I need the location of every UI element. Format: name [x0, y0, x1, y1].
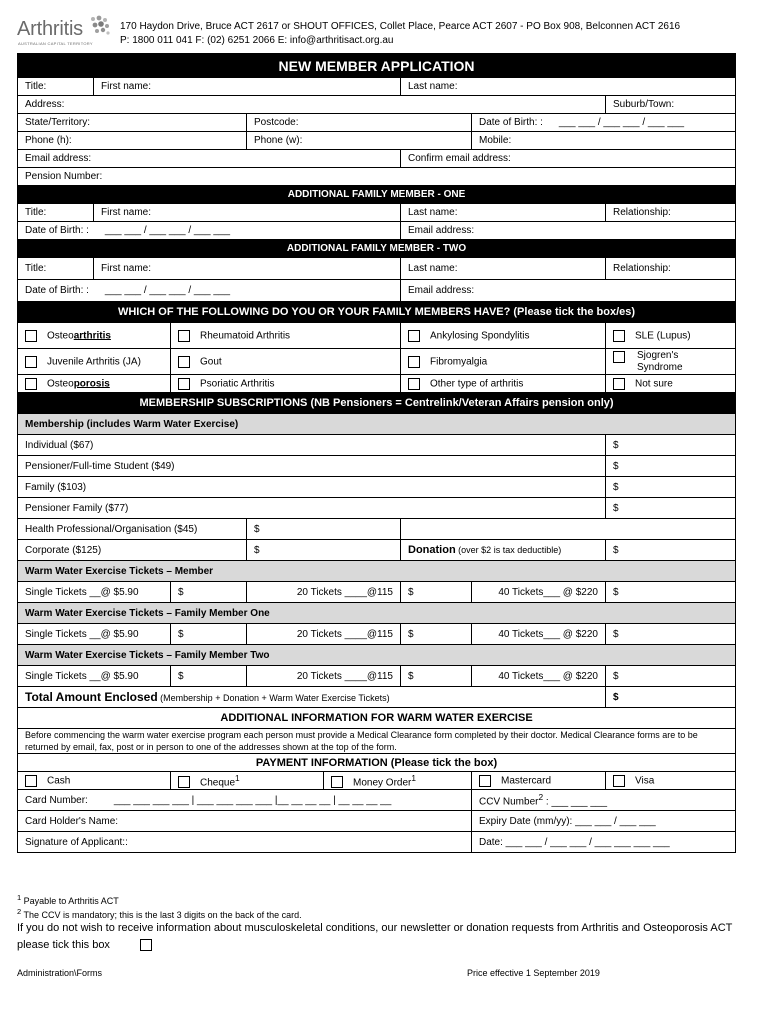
- pensioner-family-label: Pensioner Family ($77): [18, 498, 606, 519]
- footnote-2-text: The CCV is mandatory; this is the last 3 digits on the back of the card.: [21, 910, 302, 920]
- family-one-tickets-heading: Warm Water Exercise Tickets – Family Member One: [18, 603, 736, 624]
- opt-out-text: If you do not wish to receive information about musculoskeletal conditions, our newsletter or donation requests from Arthritis and Osteoporosis ACT please tick this box: [17, 922, 733, 951]
- payment-cash[interactable]: [18, 772, 171, 790]
- family-one-single-tickets-label: Single Tickets __@ $5.90: [18, 624, 171, 645]
- ankylosing-label: Ankylosing Spondylitis: [430, 330, 530, 342]
- family-two-last-name-field[interactable]: Last name:: [401, 258, 606, 280]
- mastercard-label: Mastercard: [501, 775, 552, 787]
- family-one-dob-blank: ___ ___ / ___ ___ / ___ ___: [104, 225, 231, 236]
- money-order-checkbox[interactable]: [331, 776, 343, 788]
- cheque-footnote-ref: 1: [235, 772, 240, 783]
- logo-wordmark: Arthritis: [17, 18, 83, 40]
- health-professional-amount-field[interactable]: $: [247, 519, 401, 540]
- donation-amount-field[interactable]: $: [606, 540, 736, 561]
- conditions-heading: WHICH OF THE FOLLOWING DO YOU OR YOUR FAMILY MEMBERS HAVE? (Please tick the box/es): [18, 302, 736, 323]
- membership-subheading: Membership (includes Warm Water Exercise): [18, 414, 736, 435]
- first-name-field[interactable]: First name:: [94, 78, 401, 96]
- email-field[interactable]: Email address:: [18, 150, 401, 168]
- family-one-title-field[interactable]: Title:: [18, 204, 94, 222]
- sjogren-label: Sjogren's Syndrome: [637, 349, 683, 373]
- confirm-email-field[interactable]: Confirm email address:: [401, 150, 736, 168]
- payment-cheque[interactable]: [171, 772, 324, 790]
- payment-mastercard[interactable]: [472, 772, 606, 790]
- admin-path: Administration\Forms: [17, 968, 103, 978]
- membership-form: [17, 53, 736, 853]
- family-one-40-amount-field[interactable]: $: [606, 624, 736, 645]
- pensioner-family-amount-field[interactable]: $: [606, 498, 736, 519]
- membership-subheading-row: [18, 414, 736, 435]
- payment-money-order[interactable]: [324, 772, 472, 790]
- visa-label: Visa: [635, 775, 655, 787]
- condition-psoriatic[interactable]: [171, 375, 401, 393]
- other-label: Other type of arthritis: [430, 378, 524, 390]
- family-two-tickets-heading: Warm Water Exercise Tickets – Family Member Two: [18, 645, 736, 666]
- opt-out-notice: [17, 920, 737, 954]
- pensioner-student-amount-field[interactable]: $: [606, 456, 736, 477]
- logo-subtitle: AUSTRALIAN CAPITAL TERRITORY: [18, 41, 93, 46]
- form-title: NEW MEMBER APPLICATION: [18, 54, 736, 78]
- gout-label: Gout: [200, 356, 222, 368]
- other-checkbox[interactable]: [408, 378, 420, 390]
- family-two-title-field[interactable]: Title:: [18, 258, 94, 280]
- family-one-40-tickets-label: 40 Tickets___ @ $220: [472, 624, 606, 645]
- payment-heading: PAYMENT INFORMATION (Please tick the box): [18, 754, 736, 772]
- family-two-bar: [18, 240, 736, 258]
- phone-email: P: 1800 011 041 F: (02) 6251 2066 E: info@arthritisact.org.au: [120, 35, 394, 46]
- sjogren-checkbox[interactable]: [613, 351, 625, 363]
- family-amount-field[interactable]: $: [606, 477, 736, 498]
- osteo-prefix-label: Osteo: [47, 330, 74, 342]
- blank-cell: [401, 519, 736, 540]
- family-one-heading: ADDITIONAL FAMILY MEMBER - ONE: [18, 186, 736, 204]
- postcode-field[interactable]: Postcode:: [247, 114, 472, 132]
- opt-out-checkbox[interactable]: [140, 939, 152, 951]
- family-one-tickets-subheading-row: [18, 603, 736, 624]
- family-two-dob-label: Date of Birth: :: [25, 285, 89, 296]
- additional-info-text: Before commencing the warm water exercise program each person must provide a Medical Clearance form completed by their doctor. Medical Clearance forms are to be returned by email, fax, post or in person to one of the addresses shown at the top of the form.: [18, 729, 736, 754]
- card-number-label: Card Number:: [25, 794, 88, 806]
- card-holder-field[interactable]: Card Holder's Name:: [18, 811, 472, 832]
- date-field[interactable]: Date: ___ ___ / ___ ___ / ___ ___ ___ ___: [472, 832, 736, 853]
- family-two-tickets-subheading-row: [18, 645, 736, 666]
- suburb-field[interactable]: Suburb/Town:: [606, 96, 736, 114]
- pensioner-student-label: Pensioner/Full-time Student ($49): [18, 456, 606, 477]
- donation-label-cell: [401, 540, 606, 561]
- cash-checkbox[interactable]: [25, 775, 37, 787]
- psoriatic-label: Psoriatic Arthritis: [200, 378, 275, 390]
- cheque-checkbox[interactable]: [178, 776, 190, 788]
- title-field[interactable]: Title:: [18, 78, 94, 96]
- condition-sjogren[interactable]: [606, 349, 736, 375]
- ccv-field[interactable]: [472, 790, 736, 811]
- ankylosing-checkbox[interactable]: [408, 330, 420, 342]
- family-one-single-amount-field[interactable]: $: [171, 624, 247, 645]
- rheumatoid-checkbox[interactable]: [178, 330, 190, 342]
- footnote-1-marker: 1: [17, 893, 22, 902]
- condition-fibromyalgia[interactable]: [401, 349, 606, 375]
- additional-info-heading: ADDITIONAL INFORMATION FOR WARM WATER EXERCISE: [18, 708, 736, 729]
- donation-label: Donation: [408, 544, 456, 556]
- condition-gout[interactable]: [171, 349, 401, 375]
- family-one-relationship-field[interactable]: Relationship:: [606, 204, 736, 222]
- juvenile-checkbox[interactable]: [25, 356, 37, 368]
- visa-checkbox[interactable]: [613, 775, 625, 787]
- contact-details: [120, 20, 680, 48]
- member-tickets-heading: Warm Water Exercise Tickets – Member: [18, 561, 736, 582]
- family-two-dob-blank: ___ ___ / ___ ___ / ___ ___: [104, 285, 231, 296]
- total-amount-field[interactable]: $: [606, 687, 736, 708]
- total-label-cell: [18, 687, 606, 708]
- corporate-amount-field[interactable]: $: [247, 540, 401, 561]
- individual-label: Individual ($67): [18, 435, 606, 456]
- member-40-amount-field[interactable]: $: [606, 582, 736, 603]
- member-20-amount-field[interactable]: $: [401, 582, 472, 603]
- total-label: Total Amount Enclosed: [25, 690, 158, 704]
- letterhead: [17, 15, 737, 49]
- price-effective: Price effective 1 September 2019: [467, 968, 600, 978]
- condition-osteoarthritis[interactable]: [18, 323, 171, 349]
- ccv-label: CCV Number: [479, 796, 539, 808]
- family-two-20-amount-field[interactable]: $: [401, 666, 472, 687]
- osteoarthritis-checkbox[interactable]: [25, 330, 37, 342]
- member-20-tickets-label: 20 Tickets ____@115: [247, 582, 401, 603]
- sle-checkbox[interactable]: [613, 330, 625, 342]
- last-name-field[interactable]: Last name:: [401, 78, 736, 96]
- subscriptions-heading: MEMBERSHIP SUBSCRIPTIONS (NB Pensioners = Centrelink/Veteran Affairs pension only): [18, 393, 736, 414]
- mobile-field[interactable]: Mobile:: [472, 132, 736, 150]
- family-two-relationship-field[interactable]: Relationship:: [606, 258, 736, 280]
- ccv-footnote-ref: 2: [538, 792, 544, 803]
- form-title-bar: [18, 54, 736, 78]
- not-sure-label: Not sure: [635, 378, 673, 390]
- rheumatoid-label: Rheumatoid Arthritis: [200, 330, 291, 342]
- not-sure-checkbox[interactable]: [613, 378, 625, 390]
- dob-blank: ___ ___ / ___ ___ / ___ ___: [558, 117, 685, 128]
- mastercard-checkbox[interactable]: [479, 775, 491, 787]
- family-two-single-amount-field[interactable]: $: [171, 666, 247, 687]
- condition-ankylosing[interactable]: [401, 323, 606, 349]
- footnote-2: [17, 907, 302, 920]
- cash-label: Cash: [47, 775, 71, 787]
- ccv-blank: : ___ ___ ___: [543, 796, 608, 808]
- osteo-prefix-label-2: Osteo: [47, 378, 74, 390]
- family-one-20-tickets-label: 20 Tickets ____@115: [247, 624, 401, 645]
- family-one-last-name-field[interactable]: Last name:: [401, 204, 606, 222]
- signature-field[interactable]: Signature of Applicant::: [18, 832, 472, 853]
- member-tickets-subheading-row: [18, 561, 736, 582]
- arthritis-act-logo: [17, 15, 117, 49]
- juvenile-label: Juvenile Arthritis (JA): [47, 356, 141, 368]
- fibromyalgia-checkbox[interactable]: [408, 356, 420, 368]
- state-field[interactable]: State/Territory:: [18, 114, 247, 132]
- family-two-heading: ADDITIONAL FAMILY MEMBER - TWO: [18, 240, 736, 258]
- condition-juvenile[interactable]: [18, 349, 171, 375]
- family-one-dob-field[interactable]: [18, 222, 401, 240]
- family-two-single-tickets-label: Single Tickets __@ $5.90: [18, 666, 171, 687]
- condition-rheumatoid[interactable]: [171, 323, 401, 349]
- card-number-blank: ___ ___ ___ ___ | ___ ___ ___ ___ |__ __ __ __ | __ __ __ __: [113, 794, 392, 806]
- family-one-first-name-field[interactable]: First name:: [94, 204, 401, 222]
- dob-field[interactable]: [472, 114, 736, 132]
- fibromyalgia-label: Fibromyalgia: [430, 356, 488, 368]
- condition-other[interactable]: [401, 375, 606, 393]
- footnote-1-text: Payable to Arthritis ACT: [21, 896, 119, 906]
- cheque-label: Cheque: [200, 776, 236, 788]
- psoriatic-checkbox[interactable]: [178, 378, 190, 390]
- osteoporosis-suffix-label: porosis: [73, 378, 110, 390]
- member-40-tickets-label: 40 Tickets___ @ $220: [472, 582, 606, 603]
- money-order-footnote-ref: 1: [411, 772, 416, 783]
- total-note: (Membership + Donation + Warm Water Exercise Tickets): [157, 693, 390, 703]
- family-two-20-tickets-label: 20 Tickets ____@115: [247, 666, 401, 687]
- footnote-1: [17, 893, 119, 906]
- dots-icon: [87, 15, 111, 39]
- donation-note: (over $2 is tax deductible): [455, 545, 562, 555]
- phone-home-field[interactable]: Phone (h):: [18, 132, 247, 150]
- family-label: Family ($103): [18, 477, 606, 498]
- family-two-dob-field[interactable]: [18, 280, 401, 302]
- corporate-label: Corporate ($125): [18, 540, 247, 561]
- subscriptions-bar: [18, 393, 736, 414]
- member-single-amount-field[interactable]: $: [171, 582, 247, 603]
- expiry-field[interactable]: Expiry Date (mm/yy): ___ ___ / ___ ___: [472, 811, 736, 832]
- footnote-2-marker: 2: [17, 907, 22, 916]
- family-one-20-amount-field[interactable]: $: [401, 624, 472, 645]
- family-one-email-field[interactable]: Email address:: [401, 222, 736, 240]
- conditions-bar: [18, 302, 736, 323]
- gout-checkbox[interactable]: [178, 356, 190, 368]
- card-number-field[interactable]: [18, 790, 472, 811]
- money-order-label: Money Order: [353, 776, 412, 788]
- family-two-40-tickets-label: 40 Tickets___ @ $220: [472, 666, 606, 687]
- family-one-dob-label: Date of Birth: :: [25, 225, 89, 236]
- osteoarthritis-suffix-label: arthritis: [73, 330, 111, 342]
- phone-work-field[interactable]: Phone (w):: [247, 132, 472, 150]
- individual-amount-field[interactable]: $: [606, 435, 736, 456]
- family-two-first-name-field[interactable]: First name:: [94, 258, 401, 280]
- family-two-40-amount-field[interactable]: $: [606, 666, 736, 687]
- osteoporosis-checkbox[interactable]: [25, 378, 37, 390]
- sle-label: SLE (Lupus): [635, 330, 691, 342]
- postal-address: 170 Haydon Drive, Bruce ACT 2617 or SHOUT OFFICES, Collet Place, Pearce ACT 2607 - PO Box 908, Belconnen ACT 2616: [120, 21, 681, 32]
- condition-osteoporosis[interactable]: [18, 375, 171, 393]
- family-one-bar: [18, 186, 736, 204]
- health-professional-label: Health Professional/Organisation ($45): [18, 519, 247, 540]
- pension-number-field[interactable]: Pension Number:: [18, 168, 736, 186]
- condition-sle[interactable]: [606, 323, 736, 349]
- condition-not-sure[interactable]: [606, 375, 736, 393]
- dob-label: Date of Birth: :: [479, 117, 543, 128]
- member-single-tickets-label: Single Tickets __@ $5.90: [18, 582, 171, 603]
- address-field[interactable]: Address:: [18, 96, 606, 114]
- family-two-email-field[interactable]: Email address:: [401, 280, 736, 302]
- payment-visa[interactable]: [606, 772, 736, 790]
